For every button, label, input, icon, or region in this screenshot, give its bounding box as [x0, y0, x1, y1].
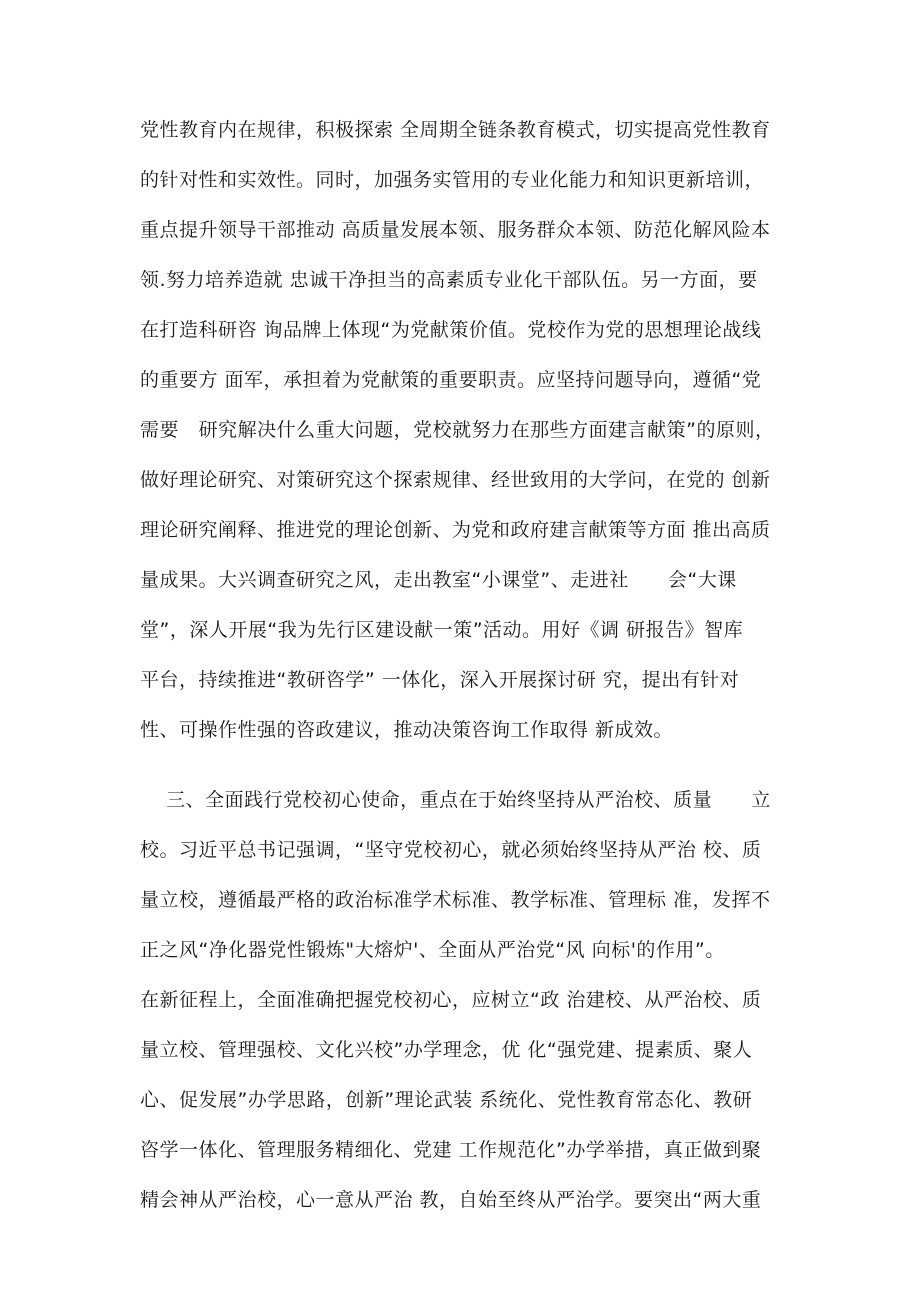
text-line: 重点提升领导干部推动 高质量发展本领、服务群众本领、防范化解风险本 — [140, 219, 771, 241]
text-line: 党性教育内在规律，积极探索 全周期全链条教育模式，切实提高党性教育 — [140, 119, 771, 141]
text-line: 咨学一体化、管理服务精细化、党建 工作规范化”办学举措，真正做到聚 — [140, 1139, 762, 1161]
text-line: 量立校、管理强校、文化兴校”办学理念，优 化“强党建、提素质、聚人 — [140, 1039, 753, 1061]
text-line: 性、可操作性强的咨政建议，推动决策咨询工作取得 新成效。 — [140, 719, 674, 741]
text-line: 平台，持续推进“教研咨学” 一体化，深入开展探讨研 究，提出有针对 — [140, 669, 740, 691]
text-line: 需要 研究解决什么重大问题，党校就努力在那些方面建言献策”的原则， — [140, 419, 775, 441]
text-line: 理论研究阐释、推进党的理论创新、为党和政府建言献策等方面 推出高质 — [140, 519, 771, 541]
text-line: 心、促发展”办学思路，创新”理论武装 系统化、党性教育常态化、教研 — [140, 1089, 753, 1111]
text-line: 在打造科研咨 询品牌上体现“为党献策价值。党校作为党的思想理论战线 — [140, 319, 762, 341]
text-line: 量立校，遵循最严格的政治标准学术标准、教学标准、管理标 准，发挥不 — [140, 889, 771, 911]
text-line: 三、全面践行党校初心使命，重点在于始终坚持从严治校、质量 立 — [140, 789, 771, 811]
text-line: 校。习近平总书记强调，“坚守党校初心，就必须始终坚持从严治 校、质 — [140, 839, 762, 861]
text-line: 正之风“净化器党性锻炼"大熔炉'、全面从严治党“风 向标'的作用”。 — [140, 939, 725, 961]
text-line: 做好理论研究、对策研究这个探索规律、经世致用的大学问，在党的 创新 — [140, 469, 771, 491]
text-line: 领.努力培养造就 忠诚干净担当的高素质专业化干部队伍。另一方面，要 — [140, 269, 758, 291]
text-line: 的针对性和实效性。同时，加强务实管用的专业化能力和知识更新培训， — [140, 169, 765, 191]
text-line: 量成果。大兴调查研究之风，走出教室“小课堂”、走进社 会“大课 — [140, 569, 737, 591]
text-line: 精会神从严治校，心一意从严治 教，自始至终从严治学。要突出“两大重 — [140, 1189, 762, 1211]
text-line: 在新征程上，全面准确把握党校初心，应树立“政 治建校、从严治校、质 — [140, 989, 762, 1011]
text-line: 堂”，深人开展“我为先行区建设献一策”活动。用好《调 研报告》智库 — [140, 619, 744, 641]
text-line: 的重要方 面军，承担着为党献策的重要职责。应坚持问题导向，遵循“党 — [140, 369, 762, 391]
